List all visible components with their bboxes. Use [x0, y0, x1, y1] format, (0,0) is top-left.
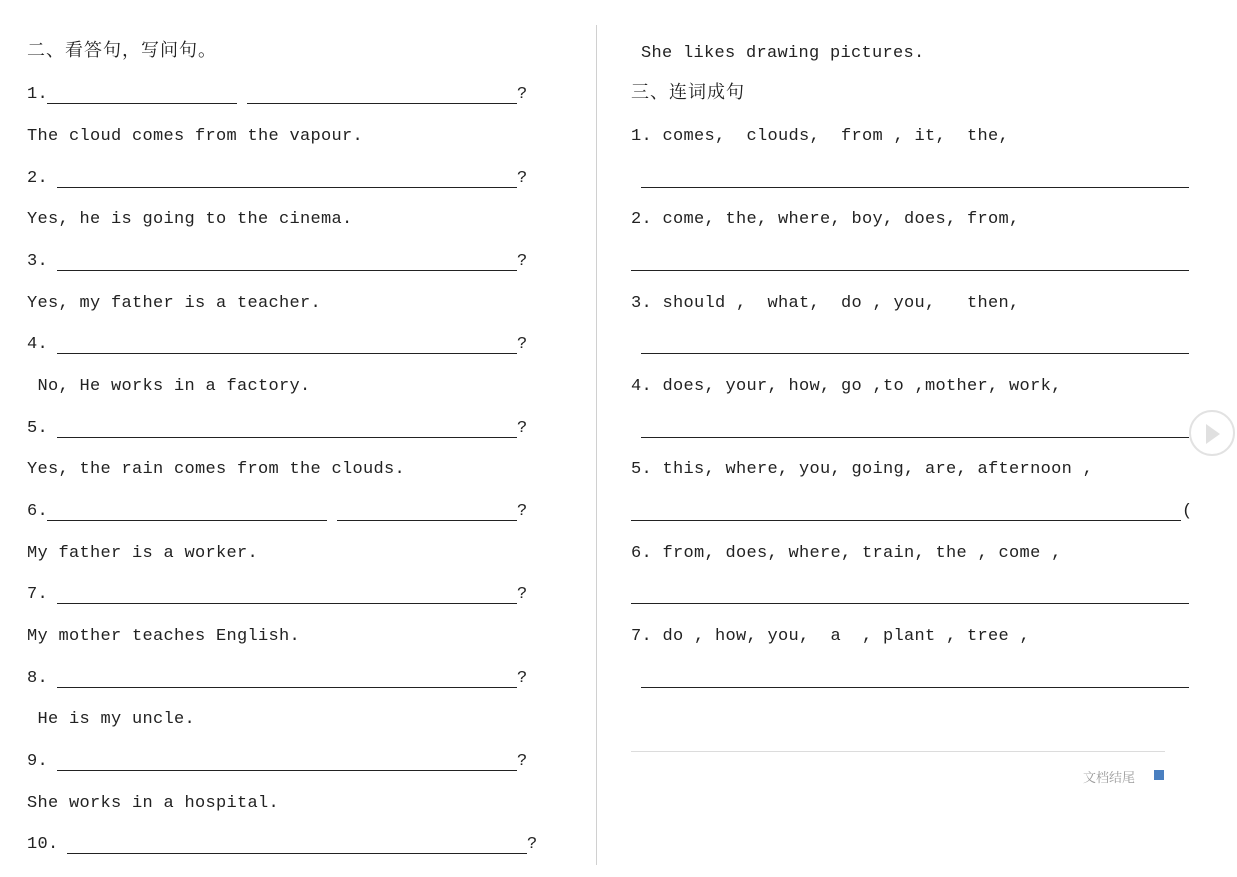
- given-answer: No, He works in a factory.: [27, 377, 311, 396]
- item-number: 5.: [27, 419, 49, 438]
- answer-blank[interactable]: [631, 603, 1189, 604]
- column-divider: [596, 25, 597, 865]
- question-mark: ?: [517, 585, 528, 604]
- next-page-button[interactable]: [1189, 410, 1235, 456]
- item-number: 7.: [27, 585, 49, 604]
- scrambled-words: 7. do , how, you, a , plant , tree ,: [631, 627, 1031, 646]
- given-answer: She works in a hospital.: [27, 794, 280, 813]
- answer-blank[interactable]: [57, 603, 517, 604]
- item-number: 2.: [27, 169, 49, 188]
- answer-blank[interactable]: [47, 520, 327, 521]
- given-answer: He is my uncle.: [27, 710, 196, 729]
- given-answer: Yes, he is going to the cinema.: [27, 210, 353, 229]
- question-mark: ?: [517, 669, 528, 688]
- section-heading-question-writing: 二、看答句，写问句。: [27, 40, 217, 61]
- question-mark: ?: [517, 502, 528, 521]
- item-number: 1.: [27, 85, 49, 104]
- scrambled-words: 5. this, where, you, going, are, afternoon ,: [631, 460, 1094, 479]
- scrambled-words: 6. from, does, where, train, the , come ,: [631, 544, 1062, 563]
- answer-blank[interactable]: [631, 520, 1181, 521]
- document-end-marker: [1154, 770, 1164, 780]
- answer-blank[interactable]: [641, 353, 1189, 354]
- item-number: 3.: [27, 252, 49, 271]
- given-answer: The cloud comes from the vapour.: [27, 127, 364, 146]
- given-answer: Yes, the rain comes from the clouds.: [27, 460, 406, 479]
- answer-blank[interactable]: [641, 187, 1189, 188]
- play-icon: [1204, 423, 1222, 445]
- question-mark: ?: [517, 752, 528, 771]
- answer-blank[interactable]: [57, 770, 517, 771]
- answer-blank[interactable]: [47, 103, 237, 104]
- question-mark: ?: [517, 419, 528, 438]
- question-mark: ?: [517, 335, 528, 354]
- item-number: 6.: [27, 502, 49, 521]
- answer-blank[interactable]: [641, 687, 1189, 688]
- scrambled-words: 4. does, your, how, go ,to ,mother, work,: [631, 377, 1062, 396]
- answer-blank[interactable]: [57, 270, 517, 271]
- answer-blank[interactable]: [57, 187, 517, 188]
- question-mark: ?: [527, 835, 538, 854]
- answer-blank[interactable]: [57, 353, 517, 354]
- item-number: 4.: [27, 335, 49, 354]
- given-answer: My father is a worker.: [27, 544, 259, 563]
- document-end-label: 文档结尾: [1083, 771, 1136, 786]
- question-mark: ?: [517, 252, 528, 271]
- item-number: 10.: [27, 835, 59, 854]
- answer-blank[interactable]: [67, 853, 527, 854]
- answer-blank[interactable]: [641, 437, 1189, 438]
- answer-blank[interactable]: [631, 270, 1189, 271]
- answer-blank[interactable]: [247, 103, 517, 104]
- answer-blank[interactable]: [57, 687, 517, 688]
- given-answer: Yes, my father is a teacher.: [27, 294, 322, 313]
- item-number: 9.: [27, 752, 49, 771]
- given-answer: My mother teaches English.: [27, 627, 301, 646]
- scrambled-words: 3. should , what, do , you, then,: [631, 294, 1020, 313]
- answer-blank[interactable]: [57, 437, 517, 438]
- question-mark: ?: [517, 85, 528, 104]
- question-mark: ?: [517, 169, 528, 188]
- paren-mark: (: [1182, 502, 1193, 521]
- document-end-rule: [631, 751, 1165, 752]
- item-number: 8.: [27, 669, 49, 688]
- answer-blank[interactable]: [337, 520, 517, 521]
- scrambled-words: 2. come, the, where, boy, does, from,: [631, 210, 1020, 229]
- scrambled-words: 1. comes, clouds, from , it, the,: [631, 127, 1010, 146]
- section-heading-word-order: 三、连词成句: [631, 82, 745, 103]
- carried-answer: She likes drawing pictures.: [641, 44, 925, 63]
